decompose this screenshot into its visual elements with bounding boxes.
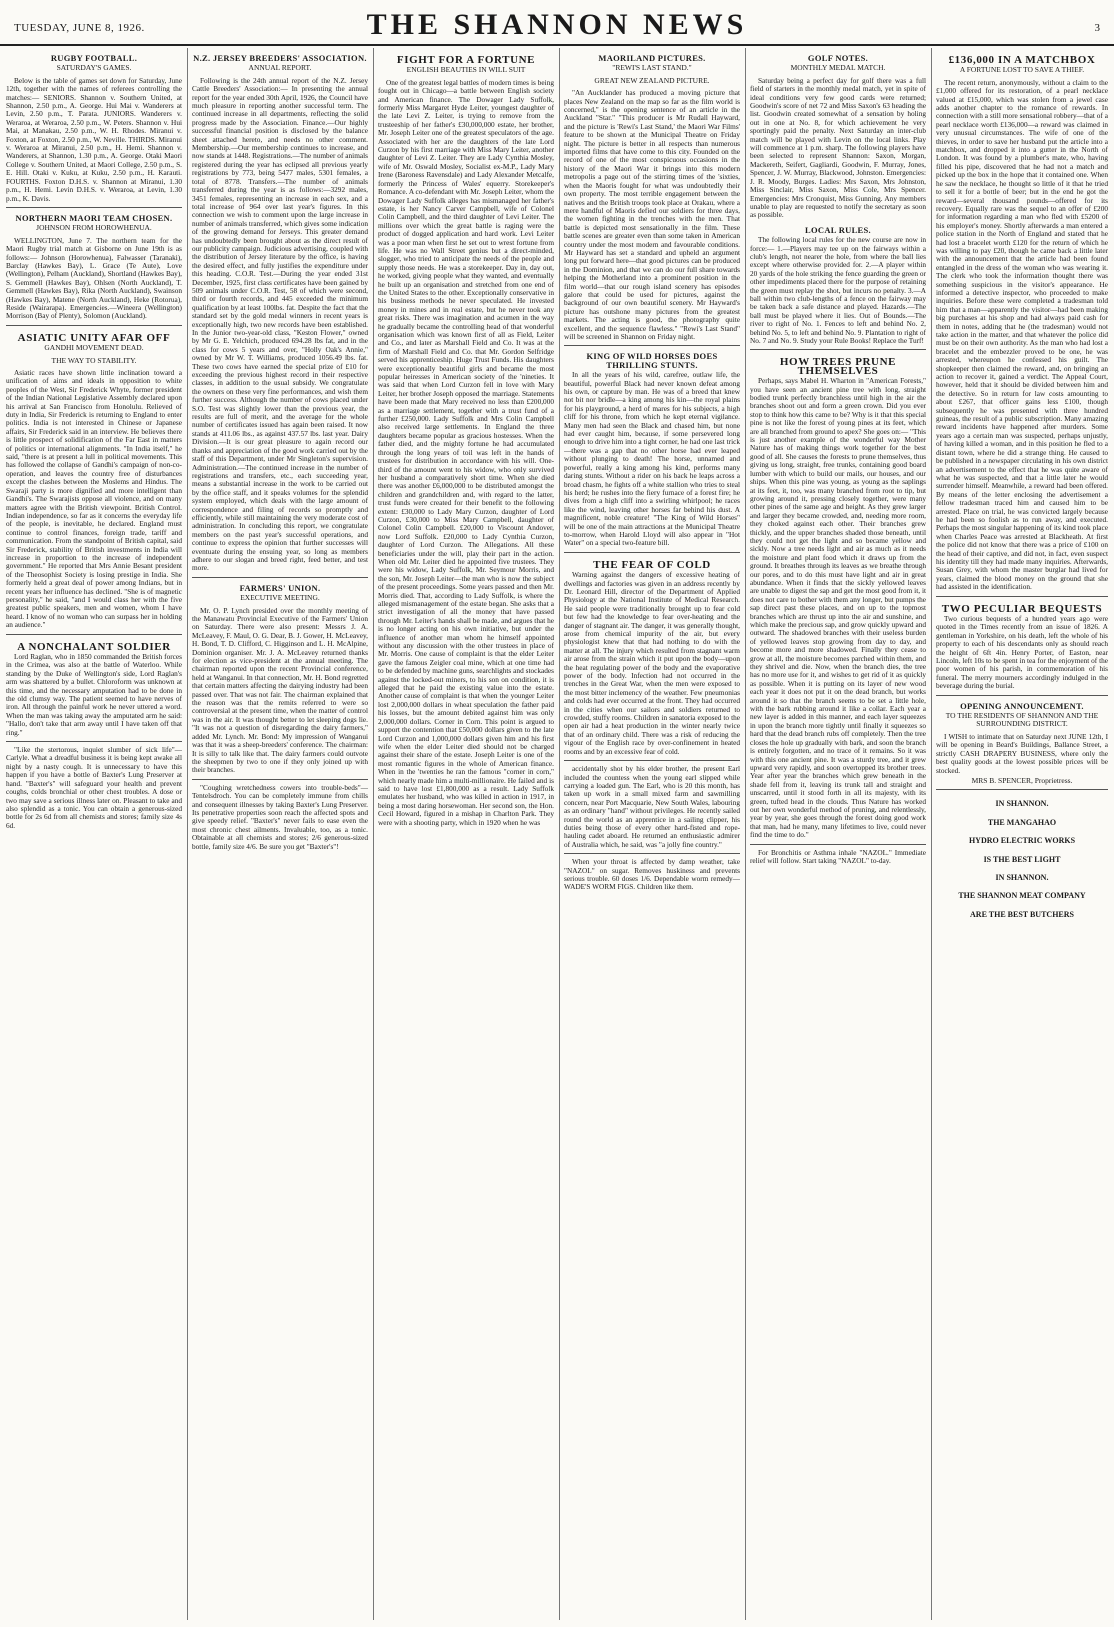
headline-opening-announcement: OPENING ANNOUNCEMENT. <box>960 700 1084 711</box>
advert-baxters: "Coughing wretchedness cowers into trouble-beds"—Tentelsdroch. You can be completely immune from chills and consequent illnesses by taking Baxter's Lung Preserver. Its penetrative properties soon reach the affected spots and give speedy relief. "Baxter's" never fails to ease even the most chronic chest ailments. Invaluable, too, as a tonic. Obtainable at all chemists and stores; 2/6 generous-sized bottle, family size 4/6. Be sure you get "Baxter's"! <box>192 782 368 851</box>
article-body: One of the greatest legal battles of modern times is being fought out in Chicago—a battle between English society and American finance. The Dowager Lady Suffolk, formerly Miss Margaret Hyde Leiter, youngest daughter of the late Levi Z. Leiter, is trying to remove from the trusteeship of her father's £30,000,000 estate, her brother, Mr. Joseph Leiter one of the greatest speculators of the age. Associated with her are the daughters of the late Lord Curzon by his first marriage with Miss Mary Leiter, another daughter of Levi Z. Leiter. They are Lady Cynthia Mosley, wife of Mr. Oswald Mosley, Socialist ex-M.P., Lady Mary Irene (Baroness Ravensdale) and Lady Alexander Metcalfe, formerly the Princess of Wales' equerry. Storekeeper's Romance. A co-defendant with Mr. Joseph Leiter, whom the Dowager Lady Suffolk alleges has mismanaged her father's estate, is her Nancy Carver Campbell, wife of Colonel Colin Campbell, and the third daughter of Levi Leiter. The millions over which the great battle is raging were the product of dogged application and hard work. Levi Leiter was a poor man when first he set out to wrest fortune from life. He was no Wall Street genius but a direct-minded, slogger, who tried to anticipate the needs of the people and supply those needs. He was a storekeeper. Day in, day out, he worked, giving people what they wanted, and eventually he built up an organisation and stretched from one end of the United States to the other. Exceptionally conservative in his business methods he never speculated. He invested money in mines and in real estate, but he never took any great risks. There was imagination and acumen in the way he gradually became the controlling head of that wonderful organisation which was known first of all as Field, Leiter and Co., and later as Marshall Field and Co. It was at the firm of Marshall Field and Co. that Mr. Gordon Selfridge served his apprenticeship. Huge Trust Funds. His daughters were exceptionally beautiful girls and became the most popular heiresses in American society of the 'nineties. It was said that when Lord Curzon fell in love with Mary Leiter, her brother Joseph opposed the marriage. Statements have been made that Mary received no less than £200,000 as a marriage settlement, together with a trust fund of a further £250,000. Lady Suffolk and Mrs Colin Campbell also received large settlements. In England the three daughters became popular as gracious hostesses. When the father died, and the mighty fortune he had accumulated through the long years of toil was left in the hands of trustees for distribution in accordance with his will. One-third of the amount went to his widow, who only survived her husband a comparatively short time. When she died there was another £6,000,000 to be distributed amongst the children and grandchildren and, with regard to the latter, trust funds were created for their benefit to the following extent: £30,000 to Lady Mary Curzon, daughter of Lord Curzon, £30,000 to Miss Mary Campbell, daughter of Colonel Colin Campbell. £20,000 to Viscount Andover, now Lord Suffolk. £20,000 to Lady Cynthia Curzon, daughter of Lord Curzon. The Allegations. All these beneficiaries under the will, play their part in the action. When old Mr. Leiter died he appointed five trustees. They were his widow, Lady Suffolk, Mr. Seymour Morris, and the son, Mr. Joseph Leiter—the man who is now the subject of the present proceedings. Some years passed and then Mr. Morris died. That, according to Lady Suffolk, is where the alleged mismanagement of the estate began. She asks that a strict investigation of all the money that have passed through Mr. Leiter's hands shall be made, and argues that he is no longer acting on his own initiative, but under the influence of another man whom he himself appointed without any discussion with the other trustees in place of Mr. Morris. One cause of complaint is that the elder Leiter gave the famous Zeigler coal mine, which at one time had to be defended by machine guns, searchlights and stockades against the locked-out miners, to his son on condition, it is alleged that he paid the existing value into the estate. Another cause of complaint is that when the younger Leiter lost 2,000,000 dollars in wheat speculation the father paid his losses, but the amount debited against him was only 2,000,000 dollars. Corner in Corn. This point is argued to support the contention that £50,000 dollars given to the late Lord Curzon and 1,000,000 dollars given him and his first wife when the elder Leiter died should not be charged against their share of the estate. Joseph Leiter is one of the most romantic figures in the whole of American finance. When in the 'twenties he ran the famous "corner in corn," which nearly made him a multi-millionaire. He failed and is said to have lost £1,800,000 as a result. Lady Suffolk emulates her husband, who was killed in action in 1917, in being a most daring horsewoman. Her second son, the Hon. Cecil Howard, figured in a mishap in Charlton Park. They were with a shooting party, which in 1920 when he was <box>378 77 554 827</box>
divider <box>564 552 740 553</box>
article-body: Following is the 24th annual report of the N.Z. Jersey Cattle Breeders' Association:— In presenting the annual report for the year ended 30th April, 1926, the Council have much pleasure in reporting another successful term. The continued increase in all departments, reflecting the solid progress made by the Association. Finance.—Our highly successful financial position is disclosed by the balance sheet attached hereto, and needs no other comment. Membership.—Our membership continues to increase, and now stands at 1448. Registrations.—The number of animals registered during the year has eclipsed all previous yearly registrations by 773, being 5477 males, 5301 females, a total of 8778. Transfers.—The number of animals transferred during the year is as follows:—3292 males, 3451 females, representing an increase in each sex, and a total increase of 964 over last year's figures. In this connection we wish to comment upon the large increase in number of animals transferred, which gives some indication of the growing demand for Jerseys. This greater demand has undoubtedly been brought about as the direct result of our publicity campaign. Judicious advertising, coupled with the distribution of Jersey literature by the office, is having the desired effect, and fully justifies the expenditure under this heading. C.O.R. Test.—During the year ended 31st December, 1925, first class certificates have been gained by 509 animals under C.O.R. Test, 58 of which were second, third or fourth records, and 445 exceeded the minimum qualification by at least 100lbs. fat. Despite the fact that the standard set by the gold medal winners in recent years is exceptionally high, two new records have been established. In the Junior two-year-old class, "Keston Flower," owned by Mr G. E. Yelchich, produced 694.28 lbs fat, and in the class for cows 5 years and over, "Holly Oak's Annie," owned by Mr W. T. Williams, produced 1056.49 lbs. fat. These two cows have earned the special prize of £10 for exceeding the previous highest record in their respective classes, in addition to the usual subsidy. We congratulate the owners on these very fine performances, and wish them further success. Although the number of cows placed under S.O. Test was slightly lower than the previous year, the results are full of merit, and the average for the whole number of certificates issued has again been raised. It now stands at 411.06 lbs., as against 437.57 lbs. last year. Dairy Division.—It is our great pleasure to again record our thanks and appreciation of the good work carried out by the staff of this Department, under Mr Singleton's supervision. Administration.—The continued increase in the number of registrations and transfers, etc., each succeeding year, means a substantial increase in the work to be carried out by the office staff, and it speaks volumes for the splendid system employed, which deals with the large amount of correspondence and filing of records so promptly and efficiently, while still maintaining the very moderate cost of administration. In concluding this report, we congratulate members on the past year's successful operations, and continue to express the opinion that further successes will eventuate during the ensuing year, so long as members adhere to our slogan and breed right, feed better, and test more. <box>192 75 368 573</box>
headline-peculiar-bequests: TWO PECULIAR BEQUESTS <box>941 602 1103 615</box>
headline-trees-prune: HOW TREES PRUNE THEMSELVES <box>779 356 897 377</box>
headline-fear-of-cold: THE FEAR OF COLD <box>593 558 711 571</box>
divider <box>936 789 1108 790</box>
divider <box>192 779 368 780</box>
subhead: JOHNSON FROM HOROWHENUA. <box>36 223 152 233</box>
headline-maoriland-pictures: MAORILAND PICTURES. <box>598 53 706 63</box>
headline-wild-horses: KING OF WILD HORSES DOES THRILLING STUNTS. <box>586 351 718 370</box>
advert-line: HYDRO ELECTRIC WORKS <box>968 836 1076 846</box>
subheading-local-rules: LOCAL RULES. <box>805 224 871 235</box>
article-body: WELLINGTON, June 7. The northern team for the Maori Rugby trial match at Gisborne on June 19th is as follows:— Johnson (Horowhenua), Falwasser (Taranaki), Barclay (Hawkes Bay), L. Grace (Te Aute), Love (Wellington), Pelham (Auckland), Shortland (Hawkes Bay), S. Gemmell (Hawkes Bay), Ohlsen (North Auckland), T. Gemmell (Hawkes Bay), Rika (North Auckland), Swainson (Hawkes Bay), Matene (North Auckland), Heke (Rotorua), Reside (Wairarapa). Emergencies.—Wineera (Wellington) Morrison (Bay of Plenty), Solomon (Auckland). <box>6 235 182 321</box>
subhead: SATURDAY'S GAMES. <box>56 63 132 73</box>
headline-jersey-breeders: N.Z. JERSEY BREEDERS' ASSOCIATION. <box>193 53 367 63</box>
subhead: EXECUTIVE MEETING. <box>240 593 320 603</box>
divider <box>564 760 740 761</box>
divider <box>6 207 182 208</box>
divider <box>6 741 182 742</box>
subhead: THE WAY TO STABILITY. <box>51 355 137 365</box>
divider <box>192 577 368 578</box>
subhead: "REWI'S LAST STAND." <box>612 63 692 73</box>
newspaper-title: THE SHANNON NEWS <box>366 8 748 41</box>
divider <box>936 596 1108 597</box>
headline-matchbox: £136,000 IN A MATCHBOX <box>948 54 1096 66</box>
subhead: GREAT NEW ZEALAND PICTURE. <box>594 75 710 85</box>
advert-baxters: "Like the stertorous, inquiet slumber of sick life"—Carlyle. What a dreadful business it is being kept awake all night by a nasty cough. It is unnecessary to have this happen if you have a bottle of Baxter's Lung Preserver at hand. "Baxter's" will safeguard your health and prevent coughs, colds bronchial or other chest troubles. A dose or two may save a serious illness later on. Pleasant to take and also splendid as a tonic. You can obtain a generous-sized bottle for 2s 6d from all chemists and stores; family size 4s 6d. <box>6 745 182 830</box>
article-body: Mr. O. P. Lynch presided over the monthly meeting of the Manawatu Provincial Executive of the Farmers' Union on Saturday. There were also present: Messrs J. A. McLeavey, F. Maul, O. G. Dear, B. J. Gower, H. McLeavey, H. Bond, T. D. Clifford, C. Higginson and L. H. McAlpine, Dominion organiser. Mr. J. A. McLeavey returned thanks for election as vice-president at the annual meeting. The chairman reported upon the recent Provincial conference, held at Wanganui. In that connection, Mr. H. Bond regretted that certain matters affecting the dairying industry had been passed over. That was not fair. The chairman explained that the reason was that the remits referred to were so controversial at the present time, when the matter of control was in the air. It was thought better to let sleeping dogs lie. "It was not a question of disregarding the dairy farmers," added Mr. Lynch. Mr. Bond: My impression of Wanganui was that it was a sheep-breeders' conference. The chairman: It is silly to talk like that. The dairy farmers could outvote the sheepmen by two to one if they only joined up with their branches. <box>192 605 368 775</box>
headline-golf-notes: GOLF NOTES. <box>807 53 869 63</box>
advert-line: THE SHANNON MEAT COMPANY <box>958 891 1086 901</box>
subhead: ENGLISH BEAUTIES IN WILL SUIT <box>406 65 526 75</box>
headline-maori-team: NORTHERN MAORI TEAM CHOSEN. <box>15 212 173 223</box>
subhead: ANNUAL REPORT. <box>248 63 312 73</box>
divider <box>564 853 740 854</box>
article-body: Warning against the dangers of excessive heating of dwellings and factories was given in an address recently by Dr. Leonard Hill, director of the Department of Applied Physiology at the National Institute of Medical Research. He said people were traditionally brought up to fear cold but few had the knowledge to fear over-heating and the danger of stagnant air. The danger, it was generally thought, arose from chemical impurity of the air, but every physiologist knew that that had nothing to do with the matter at all. The injury which resulted from stagnant warm air arose from the strain which it put upon the body—upon the heat regulating power of the body and the evaporative power of the body. Infection had not occurred in the trenches in the Great War, when the men were exposed to the most bitter inclemency of the weather. Few pneumonias and colds had ever occurred at the front. They had occurred in the cities when our sailors and soldiers returned to crowded, stuffy rooms. Children in sanatoria exposed to the open air had a heat production in the winter nearly twice that of an ordinary child. There was a risk of reducing the vigour of the English race by over-confinement in heated rooms and by an excessive fear of cold. <box>564 570 740 756</box>
column-4 <box>564 48 740 1620</box>
masthead <box>0 0 1114 46</box>
article-body: Perhaps, says Mabel H. Wharton in "American Forests," you have seen an ancient pine tree with long, straight bodied trunk perfectly branchless until high in the air the branches shoot out and form a green crown. Did you ever stop to think how this came to be? Why is it that this special pine is not like the forest of young pines at its feet, which are all branched from ground to apex? She goes on:— "This is just another example of the wonderful way Mother Nature has of making things work together for the best good of all. She causes the forests to prune themselves, thus giving us long, straight, free trunks, containing good board lumber with which to build our mails, our houses, and our ships. When this pine was young, as young as the saplings at its feet, it, too, was many branched from root to tip, but growing around it, pressing closely together, were many other pines of the same age and height. As they grew larger and larger they became crowded, and, needing more room, they choked against each other. Their branches grew thickly, and the upper branches shaded those beneath, until they could not get the light and so became yellow and sickly. Now a tree needs light and air as much as it needs the moisture and plant food which it draws up from the ground. It breathes through its leaves as we breathe through our pores, and to do this must have light and air in great abundance. When it finds that the sickly yellowed leaves are unable to digest the sap and get the most good from it, it does not care to bother with them any longer, but pumps the sap direct past these places, and on up to the topmost branches which are thrust up into the air and sunshine, and which make the precious sap, and grow quickly upward and outward. The shadowed branches with their useless burden of yellowed leaves stop growing from day to day, and become more and more shadowed. Finally they cease to grow at all, the moisture becomes parched within them, and they shrivel and die. Now, when the branch dies, the tree has no more use for it, and wishes to get rid of it as quickly as possible. When it is putting on its layer of new wood each year it does not put it on the dead branch, but works around it so that the branch seems to be set a little hole, with the bark rubbing around it like a collar. Each year a new layer is added in this manner, and each layer squeezes in upon the branch more tightly until finally it squeezes so hard that the dead branch rubs off completely. Then the tree closes the hole up gradually with bark, and soon the branch is entirely forgotten, and no trace of it remains. So it was with this one ancient pine. It was a sturdy tree, and it grew upward very rapidly, and soon overtopped its brother trees. Year after year the branches which grew beneath in the shade fell from it, leaving its trunk tall and straight and unscarred, until it stood forth in all its majesty, with its green, tufted head in the clouds. Thus Nature has worked out her own wonderful method of pruning, and relentlessly, year by year, she goes through the forest doing good work that man, had he many, many lifetimes to live, could never find the time to do." <box>750 376 926 840</box>
article-body: "An Aucklander has produced a moving picture that places New Zealand on the map so far as the film world is concerned," is the opening sentence of an article in the Auckland "Star." "This producer is Mr Rudall Hayward, and the picture is 'Rewi's Last Stand,' the Maori War Films' feature to be shown at the Municipal Theatre on Friday night. The picture is better in all respects than numerous imported films that have come to this city. Founded on the record of one of the most conspicuous occasions in the history of the Maori War it brings into this modern metropolis a page out of the stirring times of the 'sixties, when the Maoris fought for what was undoubtedly their own property. The most terrible engagement between the natives and the British troops took place at Orakau, where a mere handful of Maoris defied our soldiers for three days, the women fighting in the trenches with the men. That battle is depicted most sensationally in the film. These battle scenes are greater even than some taken in American country under the most modern and favourable conditions. Mr Hayward has set a standard and upheld an argument long put forward here—that good pictures can be produced in the Dominion, and that we can do our full share towards helping the Motherland into a prominent position in the film world—that our rough island scenery has episodes galore that could be used for pictures, against the background of our own beautiful scenery. Mr Hayward's picture has outshone many pictures from the greatest markets. The acting is good, the photography quite excellent, and the sequence flawless." "Rewi's Last Stand" will be screened in Shannon on Friday night. <box>564 88 740 341</box>
headline-nonchalant-soldier: A NONCHALANT SOLDIER <box>17 640 171 653</box>
headline-fight-for-fortune: FIGHT FOR A FORTUNE <box>396 54 536 66</box>
advert-line: IN SHANNON. <box>995 872 1049 882</box>
column-rule <box>931 48 932 1620</box>
article-body: Two curious bequests of a hundred years ago were quoted in the Times recently from an issue of 1826. A gentleman in Yorkshire, on his death, left the whole of his property to each of his descendants only as should reach the height of 6ft 4in. Henry Porter, of Easton, near Lincoln, left 10s to be spent in tea for the enjoyment of the poor women of his parish, in commemoration of his funeral. The merry mourners accordingly indulged in the beverage during the burial. <box>936 614 1108 691</box>
article-body: The recent return, anonymously, without a claim to the £1,000 offered for its restoration, of a pearl necklace valued at £15,000, which was stolen from a jewel case adds another chapter to the romance of rewards. In connection with a still more sensational robbery—that of a pearl necklace worth £136,000—a reward was claimed in very unusual circumstances. The wife of one of the thieves, in order to save her husband put the article into a matchbox, and dropped it into a gutter in the North of London. It was found by a plumber's mate, who, having filled his pipe, discovered that he had not a match and picked up the box in the hope that it contained one. When he saw the necklace, he thought so little of it that he tried to sell it for a bottle of beer; but in the end he got the reward—several thousand pounds—offered for its recovery. Equally rare was the sequel to an offer of £200 for information regarding a man who fled with £5200 of his employer's money. Shortly afterwards a man entered a police station in the North of England and stated that he had lost a bracelet worth £120 for the return of which he was willing to pay £20, though he came back a little later with the announcement that the article had been found entangled in the dress of the woman who was wearing it. The clerk who took the information thought there was something suspicious in the visitor's appearance. He informed a detective inspector, who proceeded to make inquiries. Before these were completed a tradesman told him that a man—apparently the visitor—had been making big purchases at his shop and had always paid cash for them in notes, adding that he (the tradesman) would not take action in the matter, and that whatever the police did must be on their own authority. As the man who had lost a bracelet and the embezzler proved to be one, he was arrested, whereupon he confessed his guilt. The shopkeeper then claimed the reward, and, on bringing an action to recover it, gained a verdict. The Appeal Court, however, held that it should be divided between him and the detective. So in return for law costs amounting to about £267, that officer gains less £100, though subsequently he was presented with three hundred guineas, the result of a public subscription. Many amazing reward incidents have happened after murders. Some years ago a certain man was suspected, perhaps unjustly, of having killed a woman, and in this position he fled to a distant town, where he did a strange thing. He caused to be published in a newspaper circulating in his own district an advertisement to the effect that he was quite aware of what he was suspected, and that a little later he would surrender himself. Meanwhile, a reward had been offered. By means of the letter enclosing the advertisement a fellow tradesman traced him and caused him to be arrested. Place on trial, he was convicted largely because he had been so foolish as to run away, and executed. Perhaps the most singular happening of its kind took place when Charles Peace was arrested at Blackheath. At first the police did not know that there was a price of £100 on the head of their captive, and did not, in fact, even suspect his identity till they had made many inquiries. Afterwards, Susan Grey, with whom the master burglar had lived for years, claimed the blood money on the ground that she had assisted in the identification. <box>936 77 1108 592</box>
column-rule <box>373 48 374 1620</box>
column-rule <box>559 48 560 1620</box>
divider <box>750 349 926 350</box>
article-body: Lord Raglan, who in 1850 commanded the British forces in the Crimea, was also at the battle of Waterloo. While standing by the Duke of Wellington's side, Lord Raglan's arm was shattered by a bullet. Chloroform was unknown at this time, and the necessary amputation had to be done in the old clumsy way. The patient seemed to have nerves of iron. All through the painful work he never uttered a word. When the man was taking away the amputated arm he said: "Hallo, don't take that arm away until I have taken off that ring." <box>6 652 182 737</box>
divider <box>6 634 182 635</box>
divider <box>6 325 182 326</box>
subhead: A FORTUNE LOST TO SAVE A THIEF. <box>959 65 1085 75</box>
headline-farmers-union: FARMERS' UNION. <box>239 582 321 593</box>
column-6 <box>936 48 1108 1620</box>
advert-line: THE MANGAHAO <box>987 817 1057 827</box>
column-1 <box>6 48 182 1620</box>
article-body: In all the years of his wild, carefree, outlaw life, the beautiful, powerful Black had never known defeat among his own, or capture by man. He was of a breed that knew not bit nor bridle—a king among his kin—the royal plains for his playground, a herd of mares for his subjects, a high cliff for his throne, from which he kept eternal vigilance. Many men had seen the Black and chased him, but none had ever caught him, because, if some persevered long enough to drive him into a tight corner, he had one last trick—there was a gap that no other horse had ever leaped without plunging to death! The horse, unnamed and powerful, really a king among his kind, performs many daring stunts. Without a rider on his back he leaps across a broad chasm, he fights off a white stallion who tries to steal his herd; he rushes into the fiery furnace of a forest fire; he dives from a high cliff into a swirling whirlpool; he races like the wind, leaving other horses far behind his dust. A magnificent, noble creature! "The King of Wild Horses" will be one of the main attractions at the Municipal Theatre to-morrow, when Harold Lloyd will also appear in "Hot Water" on a special two-feature bill. <box>564 370 740 548</box>
subhead: MONTHLY MEDAL MATCH. <box>790 63 886 73</box>
article-continuation: accidentally shot by his elder brother, the present Earl included the countess when the young earl slipped while carrying a loaded gun. The Earl, who is 20 this month, has taken up work in a small mixed farm and sawmilling concern, near Port Macquarie, New South Wales, labouring as an ordinary "hand" without privileges. He recently sailed round the world as an apprentice in a sailing clipper, his duties being those of every other hard-fisted and rope-hauling cadet aboard. He returned an enthusiastic admirer of Australia which, he said, was "a jolly fine country." <box>564 764 740 849</box>
advert-line: IN SHANNON. <box>995 799 1049 809</box>
announcement-signature: MRS B. SPENCER, Proprietress. <box>971 775 1073 785</box>
divider <box>936 695 1108 696</box>
column-5 <box>750 48 926 1620</box>
subhead: TO THE RESIDENTS OF SHANNON AND THE SURROUNDING DISTRICT. <box>945 711 1099 729</box>
page-number: 3 <box>1094 22 1100 34</box>
article-body: Below is the table of games set down for Saturday, June 12th, together with the names of referees controlling the matches:— SENIORS. Shannon v. Southern United, at Shannon, 2.50 p.m., A. George. Hui Mai v. Wanderers at Levin, 2.50 p.m., T. Parata. JUNIORS. Wanderers v. Weraroa, at Weraroa, 2.50 p.m., W. Peters. Shannon v. Hui Mai, at Manakau, 2.50 p.m., W. H. Rhodes. Miranui v. Foxton, at Foxton, 2.50 p.m., W. Neville. THIRDS. Miranui v. Weraroa at Miranui, 2.50 p.m., H. Hemi. Shannon v. Wanderers, at Shannon, 1.30 p.m., A. George. Otaki Maori College v. Southern United, at Maori College, 2.50 p.m., S. E. Hill. Otaki v. Kuku, at Kuku, 2.50 p.m., H. Karauti. FOURTHS. Foxton D.H.S. v. Shannon at Miranui, 1.30 p.m., H. Hemi. Levin D.H.S. v. Weraroa, at Levin, 1.30 p.m., K. Davis. <box>6 75 182 203</box>
advert-nazol: When your throat is affected by damp weather, take "NAZOL" on sugar. Removes huskiness and prevents serious trouble. 60 doses 1/6. Dependable worm remedy—WADE'S WORM FIGS. Children like them. <box>564 857 740 892</box>
headline-rugby: RUGBY FOOTBALL. <box>50 53 138 63</box>
column-3 <box>378 48 554 1620</box>
issue-date: TUESDAY, JUNE 8, 1926. <box>14 22 145 34</box>
article-body: Saturday being a perfect day for golf there was a full field of starters in the monthly medal match, yet in spite of ideal conditions very few good cards were returned; Goodwin's score of net 72 and Miss Saxon's 63 heading the list. Goodwin created somewhat of a sensation by holing out in one at No. 8, for which achievement he very sportingly paid the penalty. Next Saturday an inter-club match will be played with Levin on the local links. Play will commence at 1 p.m. sharp. The following players have been selected to represent Shannon: Saxon, Morgan, Mackereth, Seifert, Gagliardi, Goodwin, F. Murray, Jones, Spencer, J. W. Murray, Blackwood, Johnston. Emergencies: J. R. Moody, Burges. Ladies: Mrs Saxon, Mrs Johnston, Miss Sinclair, Miss Saxon, Miss Cole, Mrs Spencer. Emergencies: Mrs Cronquist, Miss Gunning. Any members unable to play are requested to notify the secretary as soon as possible. <box>750 75 926 220</box>
divider <box>750 844 926 845</box>
advert-line: ARE THE BEST BUTCHERS <box>970 909 1074 919</box>
subhead: GANDHI MOVEMENT DEAD. <box>44 343 144 353</box>
article-body: Asiatic races have shown little inclination toward a unification of aims and ideals in opposition to white peoples of the West, Sir Frederick Whyte, former president of the Indian National Legislative Assembly declared upon his arrival at San Francisco from Honolulu. Relieved of duty in India, Sir Frederick is returning to England to enter politics. India is not interested in Chinese or Japanese affairs, Sir Frederick said in an interview. He believes there is little prospect of solidification of the Far East in matters of politics or international alignments. "In India itself," he said, "there is at present a lull in political movements. This has followed the collapse of Gandhi's campaign of non-co-operation, and leaves the country free of disturbances except the clashes between the Moslems and Hindus. The Swaraji party is more dignified and more intelligent than Gandhi's. The Swarajists oppose all violence, and on many matters agree with the British viewpoint. British Control. Indian independence, so far as it concerns the everyday life of the people, is inevitable, he declared. England must continue to control finances, foreign trade, tariff and communication. From the standpoint of British capital, said Sir Frederick, stability of British investments in India will increase in proportion to the increase of independent government." He reported that Mrs Annie Besant president of the Theosophist Society is losing prestige in India. She formerly held a great deal of power among Indians, but in recent years her influence has declined. "She is of magnetic personality," he said, "and I would class her with the five greatest public speakers, men and women, whom I have heard. I know of no woman who can surpass her in holding an audience." <box>6 368 182 630</box>
announcement-body: I WISH to intimate that on Saturday next JUNE 12th, I will be opening in Beard's Buildings, Ballance Street, a strictly CASH DRAPERY BUSINESS, where only the best quality goods at the lowest possible prices will be stocked. <box>936 731 1108 775</box>
divider <box>564 345 740 346</box>
column-rule <box>187 48 188 1620</box>
advert-nazol: For Bronchitis or Asthma inhale "NAZOL." Immediate relief will follow. Start taking "NAZOL" to-day. <box>750 847 926 865</box>
column-rule <box>745 48 746 1620</box>
column-2 <box>192 48 368 1620</box>
article-body: The following local rules for the new course are now in force:— 1.—Players may tee up on the fairways within a club's length, not nearer the hole, from where the ball lies except where otherwise provided for. 2.—A player within 20 yards of the hole striking the fence guarding the green or other impediments placed there for the purpose of retaining the green must replay the shot, but incurs no penalty. 3.—A ball within two club-lengths of a fence on the fairway may be taken back a safe distance and played. Hazards.—The ball must be played where it lies. Out of Bounds.—The river to right of No. 1. Fences to left and behind No. 2, behind No. 5, to left and behind No. 9. Plantation to right of No. 7 and No. 9. Study your Rule Books! Replace the Turf! <box>750 235 926 345</box>
advert-line: IS THE BEST LIGHT <box>983 854 1061 864</box>
headline-asiatic-unity: ASIATIC UNITY AFAR OFF <box>17 331 171 344</box>
